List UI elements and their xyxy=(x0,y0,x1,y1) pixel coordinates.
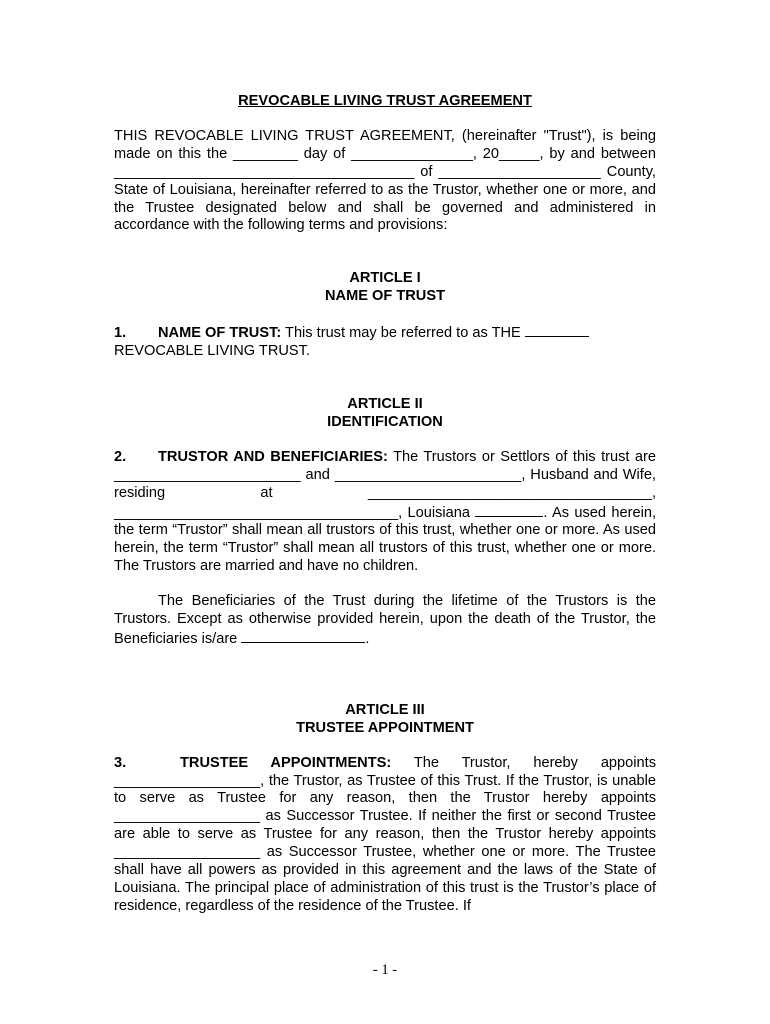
article-2-text-a: The Trustors or Settlors of this trust are _______________________ and _______________________, Husband and Wife, residing at ___________________________________, ___________________________________, Louisiana xyxy=(114,448,657,521)
article-1-text: This trust may be referred to as THE xyxy=(285,325,521,342)
article-3-label: TRUSTEE APPOINTMENTS: xyxy=(180,754,392,771)
article-2-label: TRUSTOR AND BENEFICIARIES: xyxy=(158,448,388,465)
article-2-subheading: IDENTIFICATION xyxy=(327,413,443,430)
article-3-subheading: TRUSTEE APPOINTMENT xyxy=(296,719,474,736)
article-2-heading: ARTICLE II xyxy=(347,395,423,412)
article-1-text-end: REVOCABLE LIVING TRUST. xyxy=(114,343,310,360)
article-1-paragraph xyxy=(114,323,656,361)
beneficiaries-end: . xyxy=(365,630,370,647)
intro-paragraph: THIS REVOCABLE LIVING TRUST AGREEMENT, (hereinafter "Trust"), is being made on this the ________ day of _______________, 20_____, by and between _____________________________________ of ____________________ County, State of Louisiana, hereinafter referred to as the Trustor, whether one or more, and the Trustee designated below and shall be governed and administered in accordance with the following terms and provisions: xyxy=(114,127,656,234)
article-2-text-b: . As used herein, the term “Trustor” shall mean all trustors of this trust, whether one or more. As used herein, the term “Trustor” shall mean all trustors of this trust, whether one or more. The Trustors are married and have no children. xyxy=(114,504,656,575)
document-page xyxy=(114,93,656,916)
document-title: REVOCABLE LIVING TRUST AGREEMENT xyxy=(238,93,532,109)
article-3-number: 3. xyxy=(114,754,127,771)
article-3-heading: ARTICLE III xyxy=(345,701,425,718)
article-2-number: 2. xyxy=(114,448,127,465)
beneficiaries-text: The Beneficiaries of the Trust during the lifetime of the Trustors is the Trustors. Except as otherwise provided herein, upon the death of the Trustor, the Beneficiaries is/are xyxy=(114,593,656,647)
article-1-number: 1. xyxy=(114,325,127,342)
parish-blank xyxy=(475,503,543,517)
beneficiaries-blank xyxy=(241,629,365,643)
beneficiaries-paragraph xyxy=(114,593,656,649)
article-1-label: NAME OF TRUST: xyxy=(158,325,282,342)
article-1-heading: ARTICLE I xyxy=(349,270,421,287)
trust-name-blank xyxy=(525,323,589,337)
page-number: - 1 - xyxy=(372,962,398,978)
article-2-paragraph xyxy=(114,449,656,576)
article-3-text: The Trustor, hereby appoints __________________, the Trustor, as Trustee of this Trust. If the Trustor, is unable to serve as Trustee for any reason, then the Trustor hereby appoints __________________ as Successor Trustee. If neither the first or second Trustee are able to serve as Trustee for any reason, then the Trustor hereby appoints __________________ as Successor Trustee, whether one or more. The Trustee shall have all powers as provided in this agreement and the laws of the State of Louisiana. The principal place of administration of this trust is the Trustor’s place of residence, regardless of the residence of the Trustee. If xyxy=(114,754,656,914)
article-3-paragraph xyxy=(114,755,656,916)
article-1-subheading: NAME OF TRUST xyxy=(325,288,445,305)
